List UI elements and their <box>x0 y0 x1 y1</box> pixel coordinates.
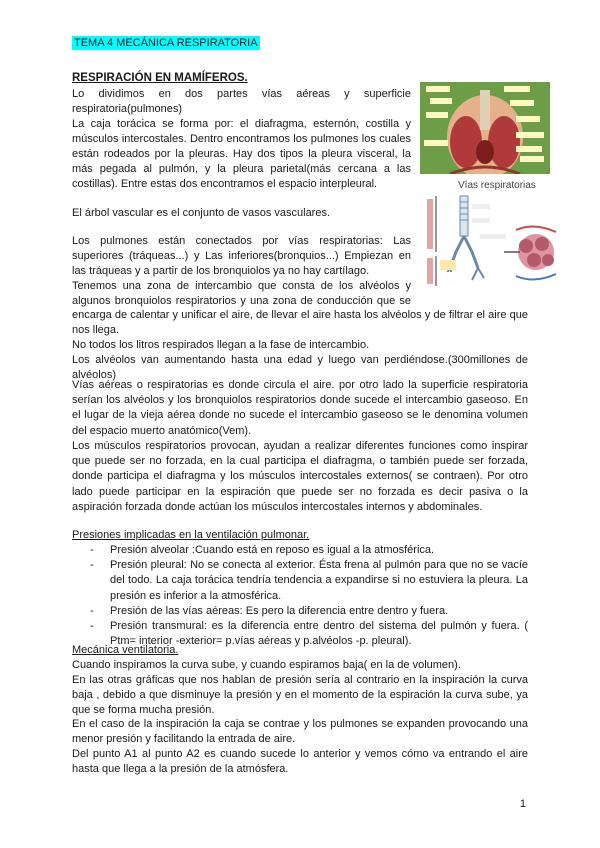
respiratory-tract-figure <box>416 174 566 290</box>
list-item: - Presión de las vías aéreas: Es pero la diferencia entre dentro y fuera. <box>90 604 528 619</box>
intro-line: músculos intercostales. Dentro encontramos los pulmones los cuales <box>72 133 411 145</box>
alveolos-text: Los alvéolos van aumentando hasta una edad y luego van perdiéndose.(300millones de alvéolos) <box>72 354 528 382</box>
intro-line: más pegada al pulmón, y la pleura parietal(más cercana a las <box>72 163 411 175</box>
thorax-anatomy-figure <box>420 82 550 182</box>
no-todos-text: No todos los litros respirados llegan a la fase de intercambio. <box>72 339 370 351</box>
intro-line: La caja torácica se forma por: el diafragma, esternón, costilla y <box>72 118 411 130</box>
mecanica-paragraph: En el caso de la inspiración la caja se contrae y los pulmones se expanden provocando una menor presión y facilitando la entrada de aire. <box>72 718 528 746</box>
pulmones-line: Los pulmones están conectados por vías respiratorias: Las <box>72 235 411 247</box>
list-item: - Presión pleural: No se conecta al exterior. Ésta frena al pulmón para que no se vacíe del todo. La caja torácica tendría tendencia a expandirse si no estuviera la pleura. La presión es inferior a la atmosférica. <box>90 558 528 604</box>
mecanica-paragraph: Cuando inspiramos la curva sube, y cuando espiramos baja( en la de volumen). <box>72 659 461 671</box>
encargo-text: encarga de calentar y unificar el aire, de llevar el aire hasta los alvéolos y de filtrar el aire que nos llega. <box>72 309 528 337</box>
presiones-list <box>90 543 528 649</box>
pulmones-line: algunos bronquiolos respiratorios y una zona de conducción que se <box>72 295 411 307</box>
intro-line: están rodeados por la pleuras. Hay dos tipos la pleura visceral, la <box>72 148 411 160</box>
mecanica-heading: Mecánica ventilatoria. <box>72 644 179 656</box>
section-title: RESPIRACIÓN EN MAMÍFEROS. <box>72 72 248 84</box>
presiones-heading: Presiones implicadas en la ventilación pulmonar. <box>72 529 310 541</box>
mecanica-paragraph: En las otras gráficas que nos hablan de presión sería al contrario en la inspiración la curva baja , debido a que disminuye la presión y en el momento de la espiración la curva sube, ya que se forma mucha presión. <box>72 674 528 717</box>
vias-aereas-text: Vías aéreas o respiratorias es donde circula el aire. por otro lado la superficie respiratoria serían los alvéolos y los bronquiolos respiratorios donde sucede el intercambio gaseoso. En el lugar de la vieja aérea donde no sucede el intercambio gaseoso se le denomina volumen del espacio muerto anatómico(Vem). <box>72 379 528 437</box>
figure-title: Vías respiratorias <box>458 180 536 191</box>
intro-line: costillas). Entre estas dos encontramos el espacio interpleural. <box>72 178 378 190</box>
list-item: - Presión alveolar :Cuando está en reposo es igual a la atmosférica. <box>90 543 528 558</box>
arbol-vascular-text: El árbol vascular es el conjunto de vasos vasculares. <box>72 207 331 219</box>
document-header: TEMA 4 MECÁNICA RESPIRATORIA <box>74 37 258 49</box>
page-number: 1 <box>519 798 526 810</box>
intro-line: respiratoria(pulmones) <box>72 103 183 115</box>
mecanica-paragraph: Del punto A1 al punto A2 es cuando sucede lo anterior y vemos cómo va entrando el aire hasta que llega a la presión de la atmósfera. <box>72 748 528 776</box>
musculos-text: Los músculos respiratorios provocan, ayudan a realizar diferentes funciones como inspirar que puede ser no forzada, en la cual participa el diafragma, o también puede ser forzada, donde participa el diafragma y los músculos intercostales externos( se contraen). Por otro lado puede participar en la espiración que puede ser no forzada es decir pasiva o la aspiración forzada donde actúan los músculos intercostales internos y abdominales. <box>72 440 528 513</box>
pulmones-line: las tráqueas y a partir de los bronquiolos ya no hay cartílago. <box>72 265 370 277</box>
intro-line: Lo dividimos en dos partes vías aéreas y superficie <box>72 88 411 100</box>
pulmones-line: Tenemos una zona de intercambio que consta de los alvéolos y <box>72 280 411 292</box>
list-item: - Presión transmural: es la diferencia entre dentro del sistema del pulmón y fuera. ( Ptm= interior -exterior= p.vías aéreas y p.alvéolos -p. pleural). <box>90 619 528 649</box>
pulmones-line: superiores (tráqueas...) y Las inferiores(bronquios...) Empiezan en <box>72 250 411 262</box>
